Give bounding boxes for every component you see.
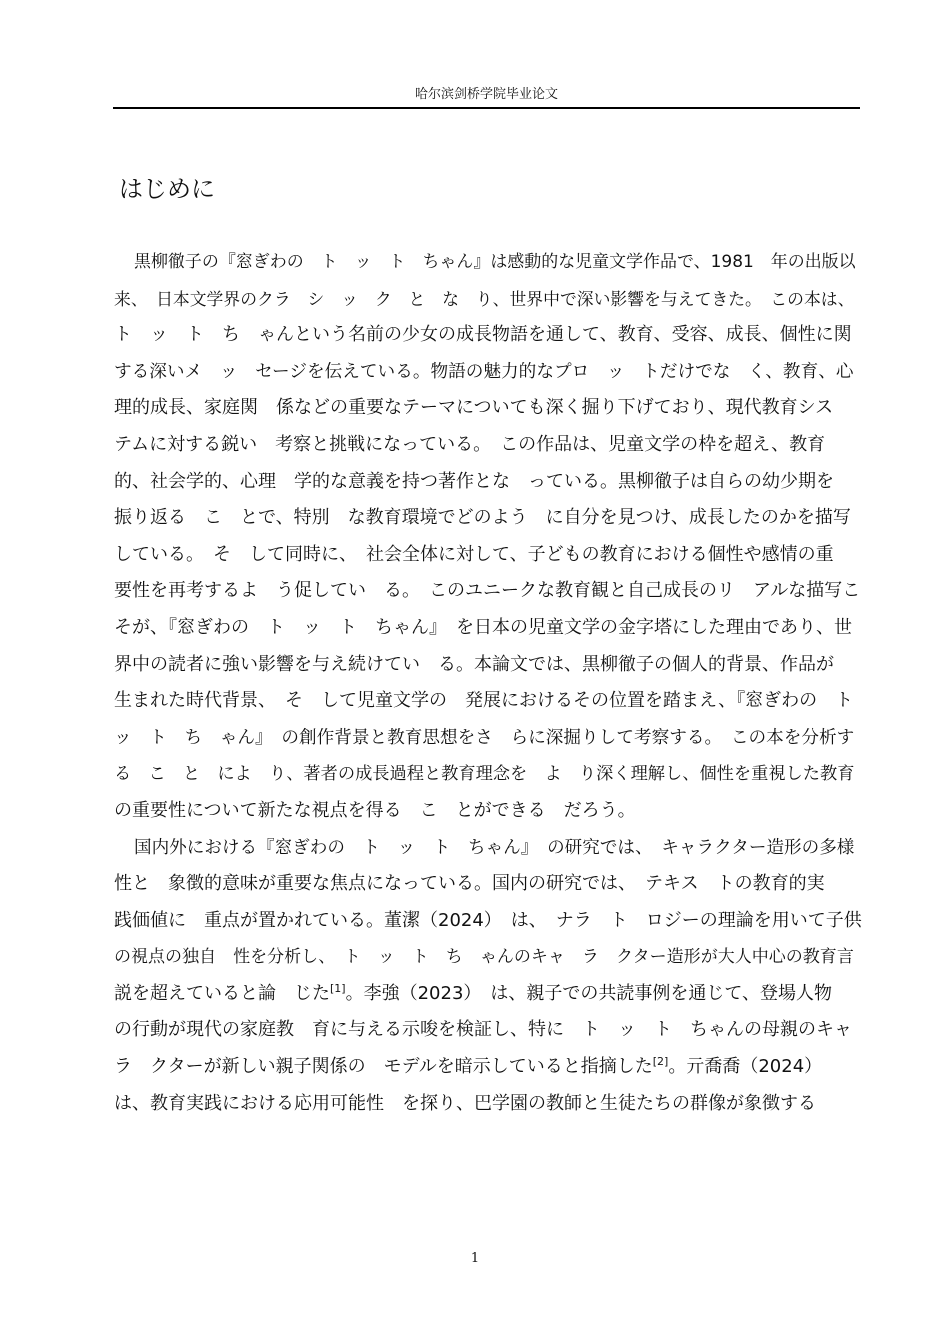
text-line: の視点の独自 性を分析し、 ト ッ ト ち ゃんのキャ ラ クター造形が大人中心の教育言: [114, 947, 854, 968]
text-line: 的、社会学的、心理 学的な意義を持つ著作とな っている。黒柳徹子は自らの幼少期を: [114, 470, 834, 492]
text-segment: 。亓喬喬（2024）: [668, 1056, 823, 1078]
header-title: 哈尔滨剑桥学院毕业论文: [414, 87, 558, 102]
text-line: 黒柳徹子の『窓ぎわの ト ッ ト ちゃん』は感動的な児童文学作品で、1981 年の出版以: [134, 252, 856, 272]
text-line: 理的成長、家庭関 係などの重要なテーマについても深く掘り下げており、現代教育シス: [114, 397, 834, 419]
text-line: 生まれた時代背景、 そ して児童文学の 発展におけるその位置を踏まえ、『窓ぎわの ト: [114, 690, 854, 712]
text-line: 来、 日本文学界のクラ シ ッ ク と な り、世界中で深い影響を与えてきた。 この本は、: [114, 288, 855, 309]
text-line: そが、『窓ぎわの ト ッ ト ちゃん』 を日本の児童文学の金字塔にした理由であり、世: [114, 616, 852, 638]
text-segment: 説を超えていると論 じた: [114, 982, 330, 1004]
body-text: [114, 244, 862, 1122]
text-line: 振り返る こ とで、特別 な教育環境でどのよう に自分を見つけ、成長したのかを描写: [114, 507, 851, 529]
text-line: ト ッ ト ち ゃんという名前の少女の成長物語を通して、教育、受容、成長、個性に関: [114, 324, 852, 346]
citation-marker: [1]: [330, 981, 346, 995]
text-line: [114, 976, 862, 1013]
text-line: 性と 象徴的意味が重要な焦点になっている。国内の研究では、 テキス トの教育的実: [114, 873, 825, 895]
section-heading: はじめに: [119, 175, 215, 203]
text-line: の行動が現代の家庭教 育に与える示唆を検証し、特に ト ッ ト ちゃんの母親のキャ: [114, 1019, 852, 1041]
paragraph-research: [114, 830, 862, 1123]
text-line: 界中の読者に強い影響を与え続けてい る。本論文では、黒柳徹子の個人的背景、作品が: [114, 653, 834, 675]
text-line: は、教育実践における応用可能性 を探り、巴学園の教師と生徒たちの群像が象徴する: [114, 1092, 816, 1114]
running-header: [113, 86, 860, 109]
paragraph-intro: [114, 244, 862, 830]
text-line: 践価値に 重点が置かれている。董潔（2024） は、 ナラ ト ロジーの理論を用いて子供: [114, 909, 862, 931]
text-line: る こ と によ り、著者の成長過程と教育理念を よ り深く理解し、個性を重視した教育: [114, 764, 855, 785]
text-line: している。 そ して同時に、 社会全体に対して、子どもの教育における個性や感情の重: [114, 543, 834, 565]
text-line: 国内外における『窓ぎわの ト ッ ト ちゃん』 の研究では、 キャラクター造形の多様: [134, 837, 855, 858]
text-line: する深いメ ッ セージを伝えている。物語の魅力的なプロ ッ トだけでな く、教育、心: [114, 361, 854, 382]
text-segment: 。李強（2023） は、親子での共読事例を通じて、登場人物: [345, 982, 833, 1004]
text-line: [114, 1049, 862, 1086]
citation-marker: [2]: [652, 1055, 669, 1069]
text-line: の重要性について新たな視点を得る こ とができる だろう。: [114, 799, 636, 821]
text-line: ッ ト ち ゃん』 の創作背景と教育思想をさ らに深掘りして考察する。 この本を分析す: [114, 727, 855, 748]
text-line: 要性を再考するよ う促してい る。 このユニークな教育観と自己成長のリ アルな描写こ: [114, 580, 861, 602]
page-number: 1: [470, 1251, 480, 1266]
text-segment: ラ クターが新しい親子関係の モデルを暗示していると指摘した: [114, 1056, 653, 1078]
text-line: テムに対する鋭い 考察と挑戦になっている。 この作品は、児童文学の枠を超え、教育: [114, 433, 826, 455]
